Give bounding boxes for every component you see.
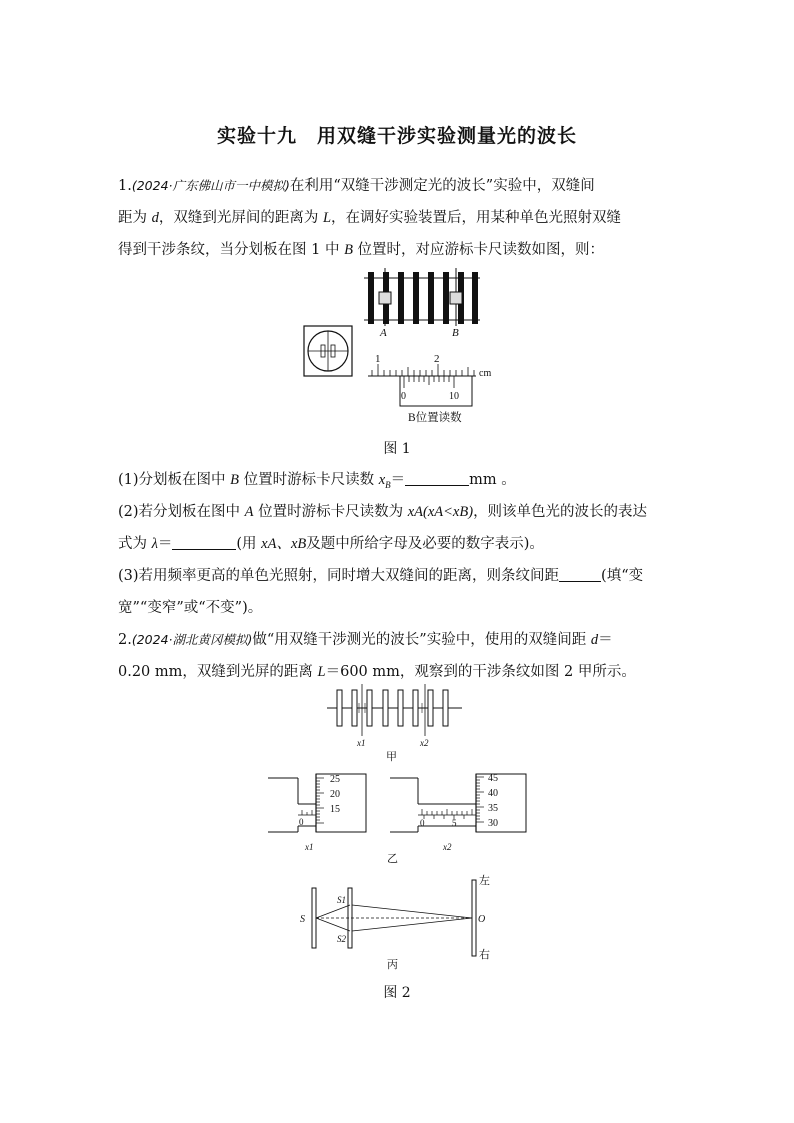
m1-zero: 0 bbox=[299, 817, 304, 827]
label-A: A bbox=[380, 327, 387, 339]
q1-p2-text: (用 bbox=[236, 536, 262, 552]
page-title: 实验十九 用双缝干涉实验测量光的波长 bbox=[216, 125, 577, 147]
q1-text: 位置时，对应游标卡尺读数如图，则： bbox=[352, 242, 605, 258]
unit-mm: mm 。 bbox=[469, 472, 516, 488]
q2-line-2 bbox=[118, 662, 678, 682]
q1-text: 在利用“双缝干涉测定光的波长”实验中，双缝间 bbox=[289, 178, 595, 194]
q2-number: 2. bbox=[118, 632, 132, 648]
m2-30: 30 bbox=[488, 818, 498, 829]
label-x2: x2 bbox=[420, 738, 429, 748]
double-slit-setup bbox=[300, 874, 490, 971]
q1-p3-text: 宽”“变窄”或“不变”)。 bbox=[118, 600, 263, 616]
label-O: O bbox=[478, 914, 486, 925]
q1-p1-text: (1)分划板在图中 bbox=[118, 472, 231, 488]
label-left: 左 bbox=[479, 875, 490, 887]
m2-35: 35 bbox=[488, 803, 498, 814]
main-scale-2: 2 bbox=[434, 353, 440, 365]
equals: ＝ bbox=[390, 472, 406, 488]
answer-blank-1[interactable] bbox=[405, 471, 469, 486]
q1-p2-text: 位置时游标卡尺读数为 bbox=[253, 504, 408, 520]
q2-text: 0.20 mm，双缝到光屏的距离 bbox=[118, 664, 318, 680]
var-L: L bbox=[322, 210, 332, 226]
q1-line-3 bbox=[118, 240, 678, 260]
unit-cm: cm bbox=[479, 368, 492, 379]
q1-p2-text: 式为 bbox=[118, 536, 152, 552]
label-x1: x1 bbox=[357, 738, 366, 748]
q2-text: 做“用双缝干涉测光的波长”实验中，使用的双缝间距 bbox=[252, 632, 591, 648]
q1-p3-text: (3)若用频率更高的单色光照射，同时增大双缝间的距离，则条纹间距 bbox=[118, 568, 560, 584]
micrometer-x2 bbox=[390, 773, 526, 852]
label-jia: 甲 bbox=[386, 751, 397, 763]
figure-1-caption: 图 1 bbox=[383, 441, 411, 457]
q1-p3-text: (填“变 bbox=[601, 568, 644, 584]
eyepiece-view bbox=[304, 326, 352, 376]
answer-blank-2[interactable] bbox=[172, 535, 236, 550]
q1-line-1 bbox=[118, 176, 678, 196]
equals: ＝ bbox=[598, 632, 613, 648]
q1-source: (2024·广东佛山市一中模拟) bbox=[131, 178, 290, 193]
q1-part-1 bbox=[118, 470, 678, 495]
m2-45: 45 bbox=[488, 773, 498, 784]
label-S1: S1 bbox=[337, 895, 346, 905]
label-yi: 乙 bbox=[387, 853, 398, 865]
micrometer-x1 bbox=[268, 774, 366, 852]
label-S2: S2 bbox=[337, 934, 346, 944]
q1-p2-text: (2)若分划板在图中 bbox=[118, 504, 245, 520]
equals: ＝ bbox=[157, 536, 173, 552]
var-A: A bbox=[244, 504, 254, 520]
q1-text: ，在调好实验装置后，用某种单色光照射双缝 bbox=[331, 210, 622, 226]
q1-number: 1. bbox=[118, 178, 132, 194]
q2-line-1 bbox=[118, 630, 678, 650]
q1-p2-text: ，则该单色光的波长的表达 bbox=[473, 504, 648, 520]
q1-p2-text: 及题中所给字母及必要的数字表示)。 bbox=[306, 536, 544, 552]
label-bing: 丙 bbox=[387, 959, 398, 971]
vernier-0: 0 bbox=[401, 391, 406, 402]
vernier-10: 10 bbox=[449, 391, 459, 402]
var-x: x bbox=[378, 472, 386, 488]
figure-2-caption: 图 2 bbox=[383, 985, 411, 1001]
m2-zero: 0 bbox=[420, 818, 425, 828]
var-lambda: λ bbox=[151, 536, 158, 552]
m1-15: 15 bbox=[330, 804, 340, 815]
var-x-sub: B bbox=[385, 479, 391, 490]
q1-text: ，双缝到光屏间的距离为 bbox=[158, 210, 323, 226]
fringe-pattern-jia bbox=[327, 684, 462, 763]
label-S: S bbox=[300, 914, 305, 925]
m2-40: 40 bbox=[488, 788, 498, 799]
label-B: B bbox=[452, 327, 459, 339]
reading-label: B位置读数 bbox=[408, 412, 462, 424]
m1-25: 25 bbox=[330, 774, 340, 785]
var-d: d bbox=[151, 210, 159, 226]
q2-text: ＝600 mm，观察到的干涉条纹如图 2 甲所示。 bbox=[325, 664, 636, 680]
var-B: B bbox=[344, 242, 353, 258]
var-B: B bbox=[230, 472, 240, 488]
q1-p1-text: 位置时游标卡尺读数 bbox=[239, 472, 379, 488]
q1-text: 距为 bbox=[118, 210, 152, 226]
q2-source: (2024·湖北黄冈模拟) bbox=[131, 632, 253, 647]
answer-blank-3[interactable] bbox=[559, 567, 601, 582]
figure-2 bbox=[0, 684, 794, 984]
q1-part-2 bbox=[118, 502, 678, 522]
main-scale-1: 1 bbox=[375, 353, 381, 365]
q1-part-3 bbox=[118, 566, 678, 586]
m1-20: 20 bbox=[330, 789, 340, 800]
var-d: d bbox=[590, 632, 599, 648]
label-right: 右 bbox=[479, 949, 490, 961]
q1-part-2-line-2 bbox=[118, 534, 678, 554]
q1-text: 得到干涉条纹，当分划板在图 1 中 bbox=[118, 242, 345, 258]
var-xA-xB: xA、xB bbox=[261, 536, 307, 552]
m2-label-x2: x2 bbox=[443, 842, 452, 852]
vernier-caliper bbox=[368, 353, 491, 424]
m2-five: 5 bbox=[452, 818, 457, 828]
q1-part-3-line-2 bbox=[118, 598, 678, 618]
var-L: L bbox=[317, 664, 326, 680]
q1-line-2 bbox=[118, 208, 678, 228]
fringe-pattern bbox=[364, 268, 480, 339]
m1-label-x1: x1 bbox=[305, 842, 314, 852]
var-xA-expr: xA(xA<xB) bbox=[407, 504, 474, 520]
